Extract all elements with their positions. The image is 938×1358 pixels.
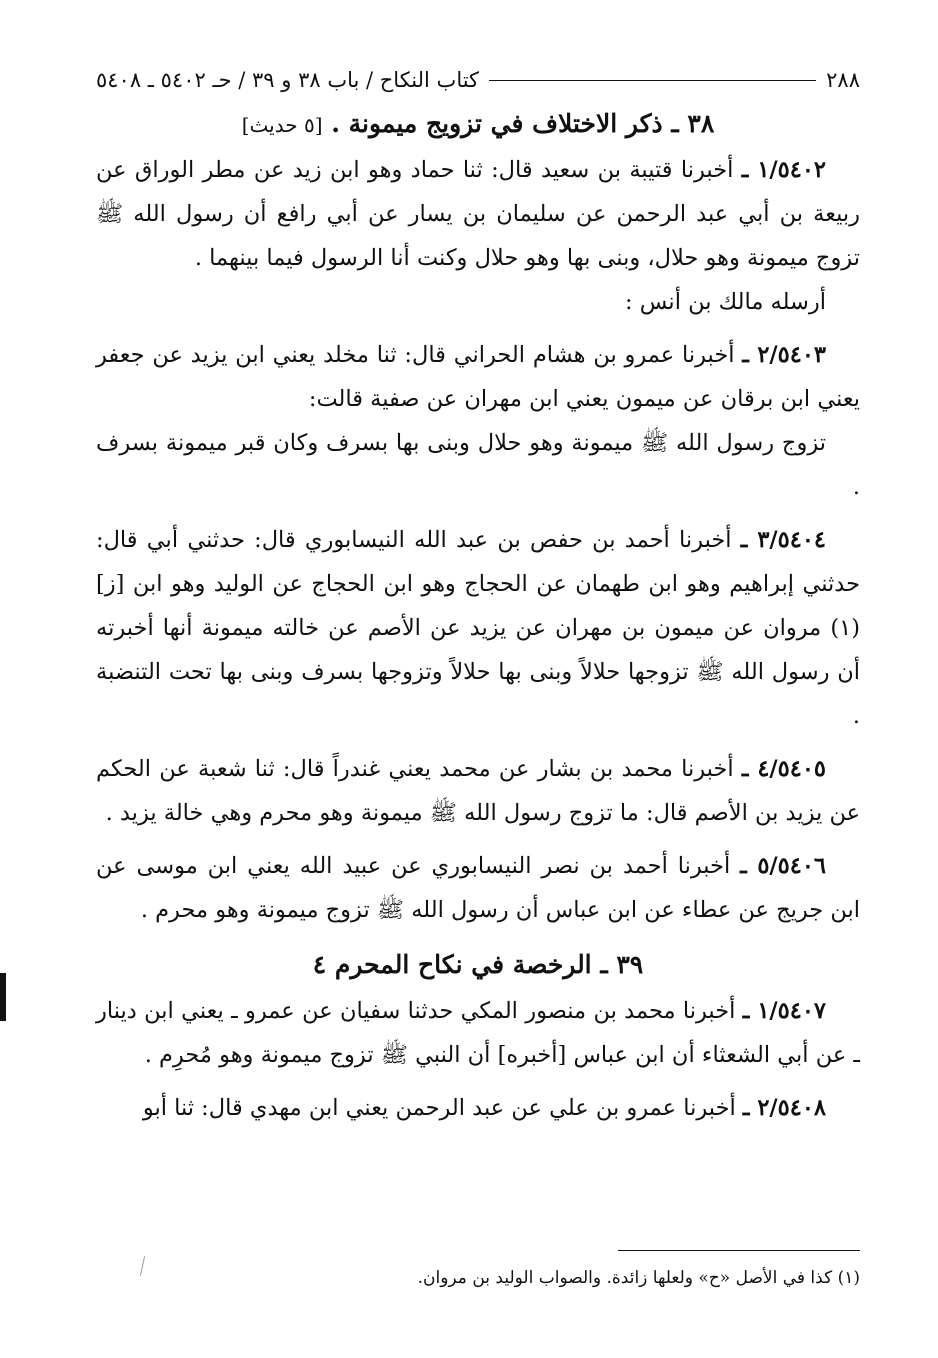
chapter-39-heading — [96, 941, 860, 989]
chapter-38-count: [٥ حديث] — [241, 113, 323, 137]
hadith-5406 — [96, 844, 860, 932]
hadith-number: ٤/٥٤٠٥ ـ — [741, 756, 826, 782]
hadith-number: ١/٥٤٠٢ ـ — [741, 157, 826, 183]
chapter-39-title: ٣٩ ـ الرخصة في نكاح المحرم ٤ — [312, 950, 644, 979]
running-header — [96, 60, 860, 100]
hadith-5404 — [96, 518, 860, 738]
hadith-text: أخبرنا محمد بن بشار عن محمد يعني غندراً قال: ثنا شعبة عن الحكم عن يزيد بن الأصم قال: ما تزوج رسول الله ﷺ ميمونة وهو محرم وهي خالة يزيد . — [96, 756, 860, 826]
scan-edge-mark — [0, 973, 6, 1021]
chapter-38-heading — [96, 100, 860, 148]
hadith-text: أخبرنا عمرو بن علي عن عبد الرحمن يعني ابن مهدي قال: ثنا أبو — [142, 1095, 736, 1121]
footnote: (١) كذا في الأصل «ح» ولعلها زائدة. والصواب الوليد بن مروان. — [417, 1268, 860, 1288]
hadith-5408 — [96, 1086, 860, 1130]
hadith-number: ٢/٥٤٠٨ ـ — [742, 1095, 826, 1121]
hadith-matn: تزوج رسول الله ﷺ ميمونة وهو حلال وبنى بها بسرف وكان قبر ميمونة بسرف . — [96, 430, 860, 500]
chapter-38-title: ٣٨ ـ ذكر الاختلاف في تزويج ميمونة . — [331, 109, 715, 138]
hadith-note: أرسله مالك بن أنس : — [625, 289, 826, 315]
footnote-rule — [618, 1250, 860, 1251]
hadith-text: أخبرنا محمد بن منصور المكي حدثنا سفيان عن عمرو ـ يعني ابن دينار ـ عن أبي الشعثاء أن ابن عباس [أخبره] أن النبي ﷺ تزوج ميمونة وهو مُحرِم . — [96, 998, 860, 1068]
hadith-number: ١/٥٤٠٧ ـ — [742, 998, 826, 1024]
hadith-5403 — [96, 333, 860, 509]
hadith-5405 — [96, 747, 860, 835]
hadith-text: أخبرنا قتيبة بن سعيد قال: ثنا حماد وهو ابن زيد عن مطر الوراق عن ربيعة بن أبي عبد الرحمن عن سليمان بن يسار عن أبي رافع أن رسول الله ﷺ تزوج ميمونة وهو حلال، وبنى بها وهو حلال وكنت أنا الرسول فيما بينهما . — [96, 157, 860, 271]
hadith-number: ٢/٥٤٠٣ ـ — [742, 342, 826, 368]
hadith-5407 — [96, 989, 860, 1077]
book-page — [96, 60, 860, 1139]
hadith-5402 — [96, 148, 860, 324]
running-title: كتاب النكاح / باب ٣٨ و ٣٩ / حـ ٥٤٠٢ ـ ٥٤٠٨ — [96, 68, 480, 92]
hadith-text: أخبرنا عمرو بن هشام الحراني قال: ثنا مخلد يعني ابن يزيد عن جعفر يعني ابن برقان عن ميمون يعني ابن مهران عن صفية قالت: — [96, 342, 860, 412]
hadith-number: ٣/٥٤٠٤ ـ — [740, 527, 826, 553]
hadith-text: أخبرنا أحمد بن نصر النيسابوري عن عبيد الله يعني ابن موسى عن ابن جريج عن عطاء عن ابن عباس أن رسول الله ﷺ تزوج ميمونة وهو محرم . — [96, 853, 860, 923]
page-number: ٢٨٨ — [826, 68, 860, 92]
header-rule — [489, 80, 816, 81]
hadith-number: ٥/٥٤٠٦ ـ — [740, 853, 826, 879]
hadith-text: أخبرنا أحمد بن حفص بن عبد الله النيسابوري قال: حدثني أبي قال: حدثني إبراهيم وهو ابن طهمان عن الحجاج وهو ابن الحجاج عن الوليد وهو ابن [ز](١) مروان عن ميمون بن مهران عن يزيد عن الأصم عن خالته ميمونة أنها أخبرته أن رسول الله ﷺ تزوجها حلالاً وبنى بها حلالاً وتزوجها بسرف وبنى بها تحت التنضبة . — [96, 527, 860, 729]
